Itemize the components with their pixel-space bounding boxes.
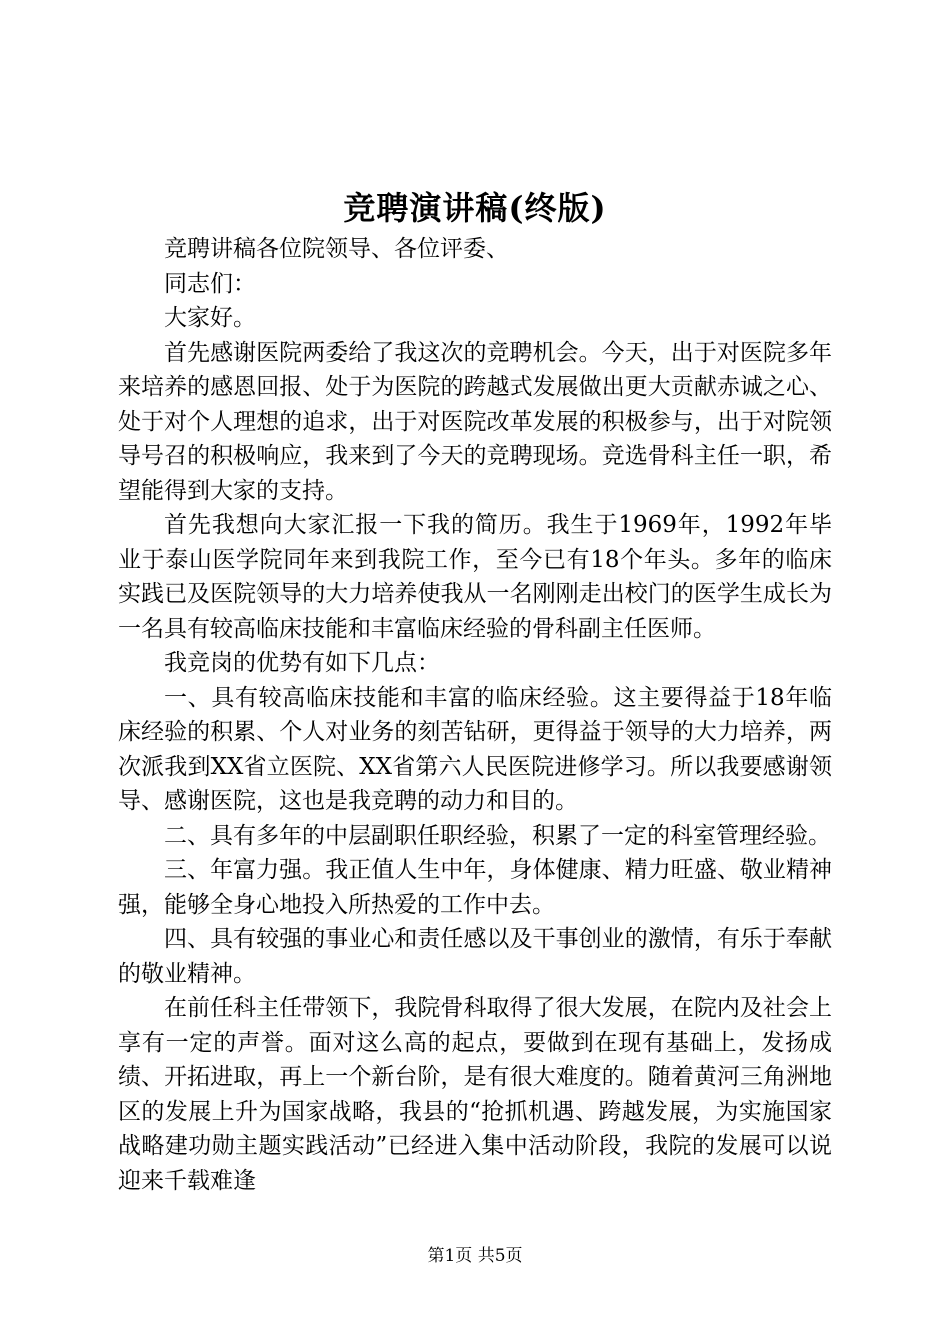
paragraph: 首先感谢医院两委给了我这次的竞聘机会。今天，出于对医院多年来培养的感恩回报、处于为医院的跨越式发展做出更大贡献赤诚之心、处于对个人理想的追求，出于对医院改革发展的积极参与，出于对院领导号召的积极响应，我来到了今天的竞聘现场。竞选骨科主任一职，希望能得到大家的支持。 [118, 339, 832, 504]
paragraph: 在前任科主任带领下，我院骨科取得了很大发展，在院内及社会上享有一定的声誉。面对这么高的起点，要做到在现有基础上，发扬成绩、开拓进取，再上一个新台阶，是有很大难度的。随着黄河三角洲地区的发展上升为国家战略，我县的“抢抓机遇、跨越发展，为实施国家战略建功勋主题实践活动”已经进入集中活动阶段，我院的发展可以说迎来千载难逢 [118, 995, 832, 1194]
document-title: 竞聘演讲稿(终版) [343, 189, 607, 227]
document-body [118, 232, 832, 1198]
page-footer: 第1页 共5页 [427, 1246, 523, 1266]
paragraph: 竞聘讲稿各位院领导、各位评委、 [164, 236, 509, 262]
paragraph: 同志们： [164, 270, 256, 297]
paragraph: 四、具有较强的事业心和责任感以及干事创业的激情，有乐于奉献的敬业精神。 [118, 926, 832, 987]
paragraph: 我竞岗的优势有如下几点： [164, 650, 440, 676]
paragraph: 二、具有多年的中层副职任职经验，积累了一定的科室管理经验。 [164, 822, 831, 849]
paragraph: 首先我想向大家汇报一下我的简历。我生于1969年，1992年毕业于泰山医学院同年来到我院工作，至今已有18个年头。多年的临床实践已及医院领导的大力培养使我从一名刚刚走出校门的医学生成长为一名具有较高临床技能和丰富临床经验的骨科副主任医师。 [118, 512, 832, 642]
paragraph: 三、年富力强。我正值人生中年，身体健康、精力旺盛、敬业精神强，能够全身心地投入所热爱的工作中去。 [118, 857, 832, 918]
paragraph: 大家好。 [164, 305, 256, 331]
paragraph: 一、具有较高临床技能和丰富的临床经验。这主要得益于18年临床经验的积累、个人对业务的刻苦钻研，更得益于领导的大力培养，两次派我到XX省立医院、XX省第六人民医院进修学习。所以我要感谢领导、感谢医院，这也是我竞聘的动力和目的。 [118, 684, 832, 814]
